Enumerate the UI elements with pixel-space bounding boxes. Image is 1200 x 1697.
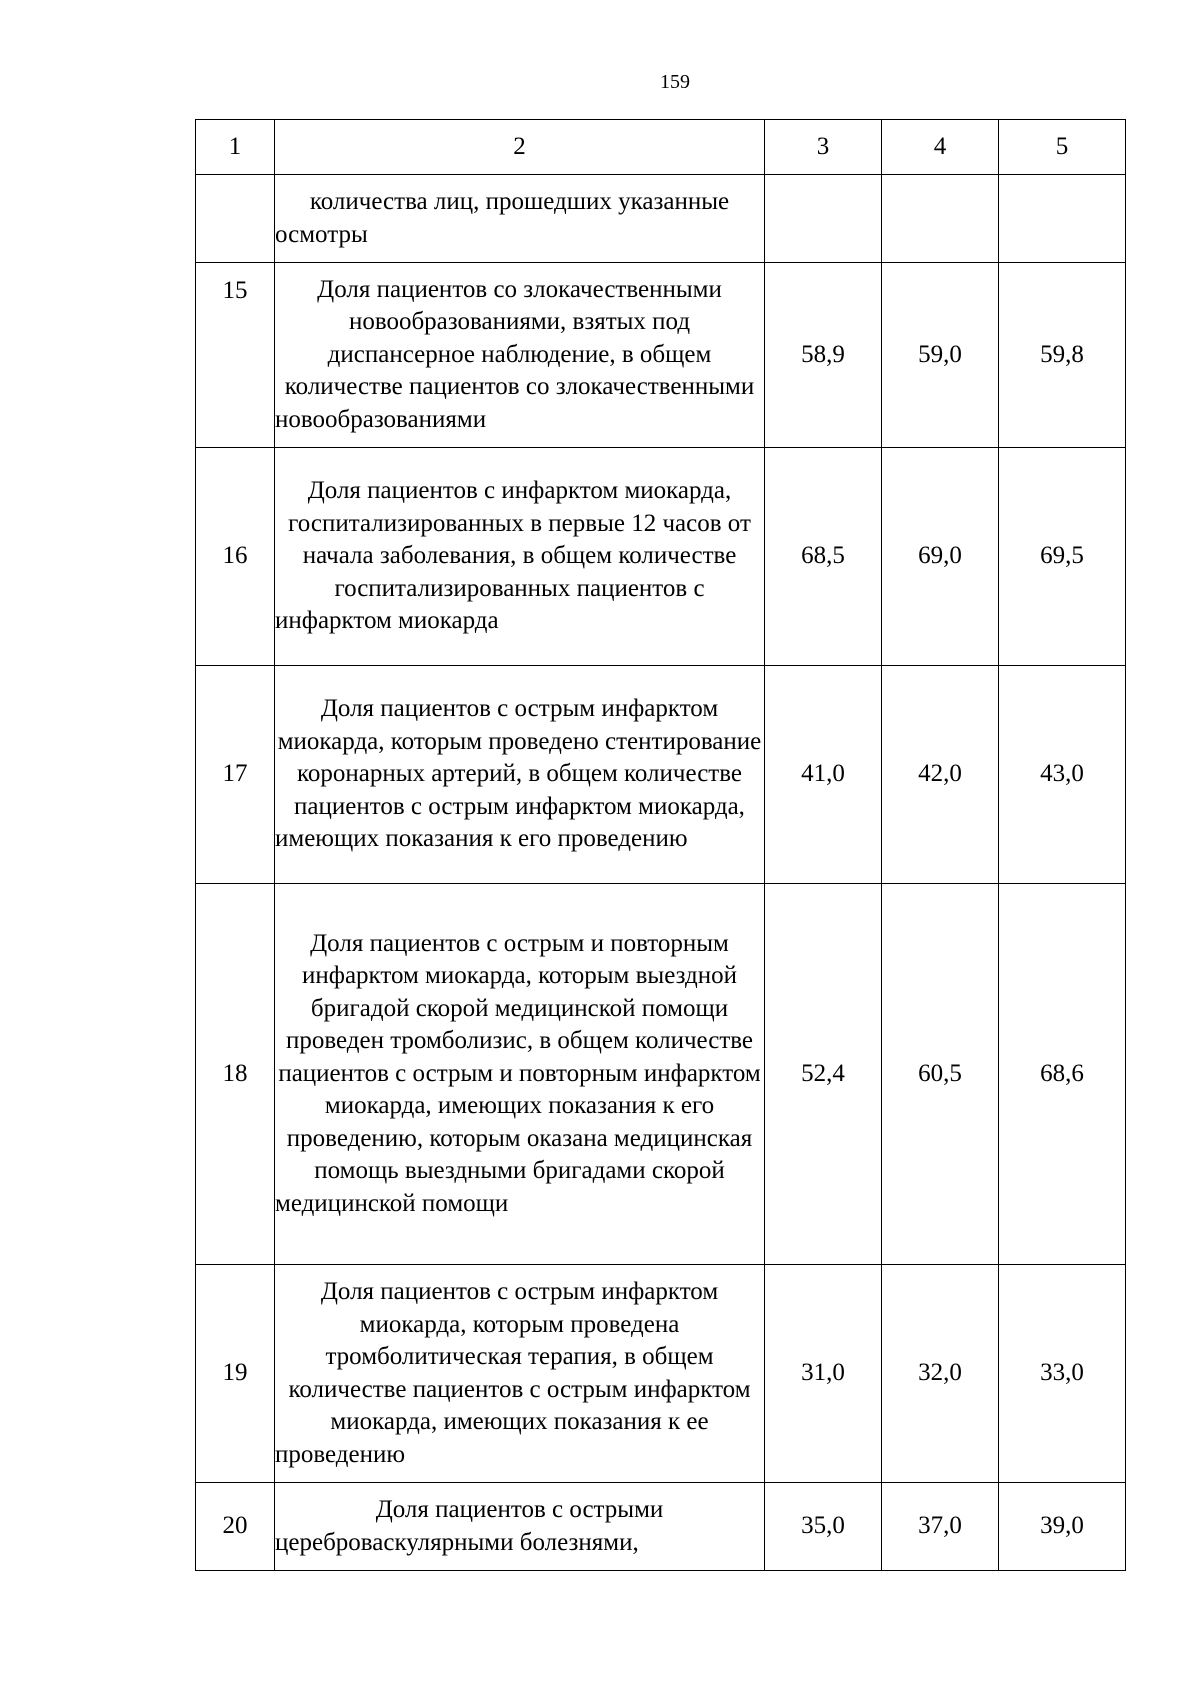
indicator-description: Доля пациентов с острым инфарктом миокарда, которым проведено стентирование коронарных артерий, в общем количестве пациентов с острым инфарктом миокарда, имеющих показания к его проведению	[275, 666, 765, 884]
value-col-5: 39,0	[999, 1483, 1126, 1571]
indicator-description: Доля пациентов с инфарктом миокарда, госпитализированных в первые 12 часов от начала заболевания, в общем количестве госпитализированных пациентов с инфарктом миокарда	[275, 448, 765, 666]
value-col-3: 35,0	[765, 1483, 882, 1571]
table-row	[196, 448, 1126, 666]
value-col-5: 59,8	[999, 263, 1126, 448]
value-col-4	[882, 175, 999, 263]
value-col-3	[765, 175, 882, 263]
row-number: 15	[196, 263, 275, 448]
row-number	[196, 175, 275, 263]
column-header: 1	[196, 120, 275, 175]
row-number: 18	[196, 884, 275, 1265]
column-header: 2	[275, 120, 765, 175]
value-col-3: 52,4	[765, 884, 882, 1265]
table-row	[196, 884, 1126, 1265]
value-col-4: 69,0	[882, 448, 999, 666]
indicator-description: Доля пациентов с острыми цереброваскулярными болезнями,	[275, 1483, 765, 1571]
value-col-5	[999, 175, 1126, 263]
indicator-description: Доля пациентов со злокачественными новообразованиями, взятых под диспансерное наблюдение, в общем количестве пациентов со злокачественными новообразованиями	[275, 263, 765, 448]
row-number: 19	[196, 1265, 275, 1483]
value-col-3: 58,9	[765, 263, 882, 448]
column-header: 4	[882, 120, 999, 175]
indicator-description: Доля пациентов с острым и повторным инфарктом миокарда, которым выездной бригадой скорой медицинской помощи проведен тромболизис, в общем количестве пациентов с острым и повторным инфарктом миокарда, имеющих показания к его проведению, которым оказана медицинская помощь выездными бригадами скорой медицинской помощи	[275, 884, 765, 1265]
table-row	[196, 1265, 1126, 1483]
table-header-row	[196, 120, 1126, 175]
indicator-description: количества лиц, прошедших указанные осмотры	[275, 175, 765, 263]
value-col-4: 59,0	[882, 263, 999, 448]
table-row	[196, 666, 1126, 884]
row-number: 20	[196, 1483, 275, 1571]
value-col-4: 32,0	[882, 1265, 999, 1483]
value-col-4: 60,5	[882, 884, 999, 1265]
column-header: 5	[999, 120, 1126, 175]
indicator-description: Доля пациентов с острым инфарктом миокарда, которым проведена тромболитическая терапия, в общем количестве пациентов с острым инфарктом миокарда, имеющих показания к ее проведению	[275, 1265, 765, 1483]
value-col-5: 68,6	[999, 884, 1126, 1265]
table-row	[196, 263, 1126, 448]
row-number: 17	[196, 666, 275, 884]
value-col-3: 41,0	[765, 666, 882, 884]
indicators-table	[195, 119, 1126, 1571]
row-number: 16	[196, 448, 275, 666]
value-col-4: 42,0	[882, 666, 999, 884]
column-header: 3	[765, 120, 882, 175]
value-col-5: 33,0	[999, 1265, 1126, 1483]
value-col-3: 68,5	[765, 448, 882, 666]
page-number: 159	[660, 71, 690, 93]
table-row	[196, 175, 1126, 263]
table-row	[196, 1483, 1126, 1571]
value-col-3: 31,0	[765, 1265, 882, 1483]
value-col-5: 69,5	[999, 448, 1126, 666]
value-col-5: 43,0	[999, 666, 1126, 884]
value-col-4: 37,0	[882, 1483, 999, 1571]
